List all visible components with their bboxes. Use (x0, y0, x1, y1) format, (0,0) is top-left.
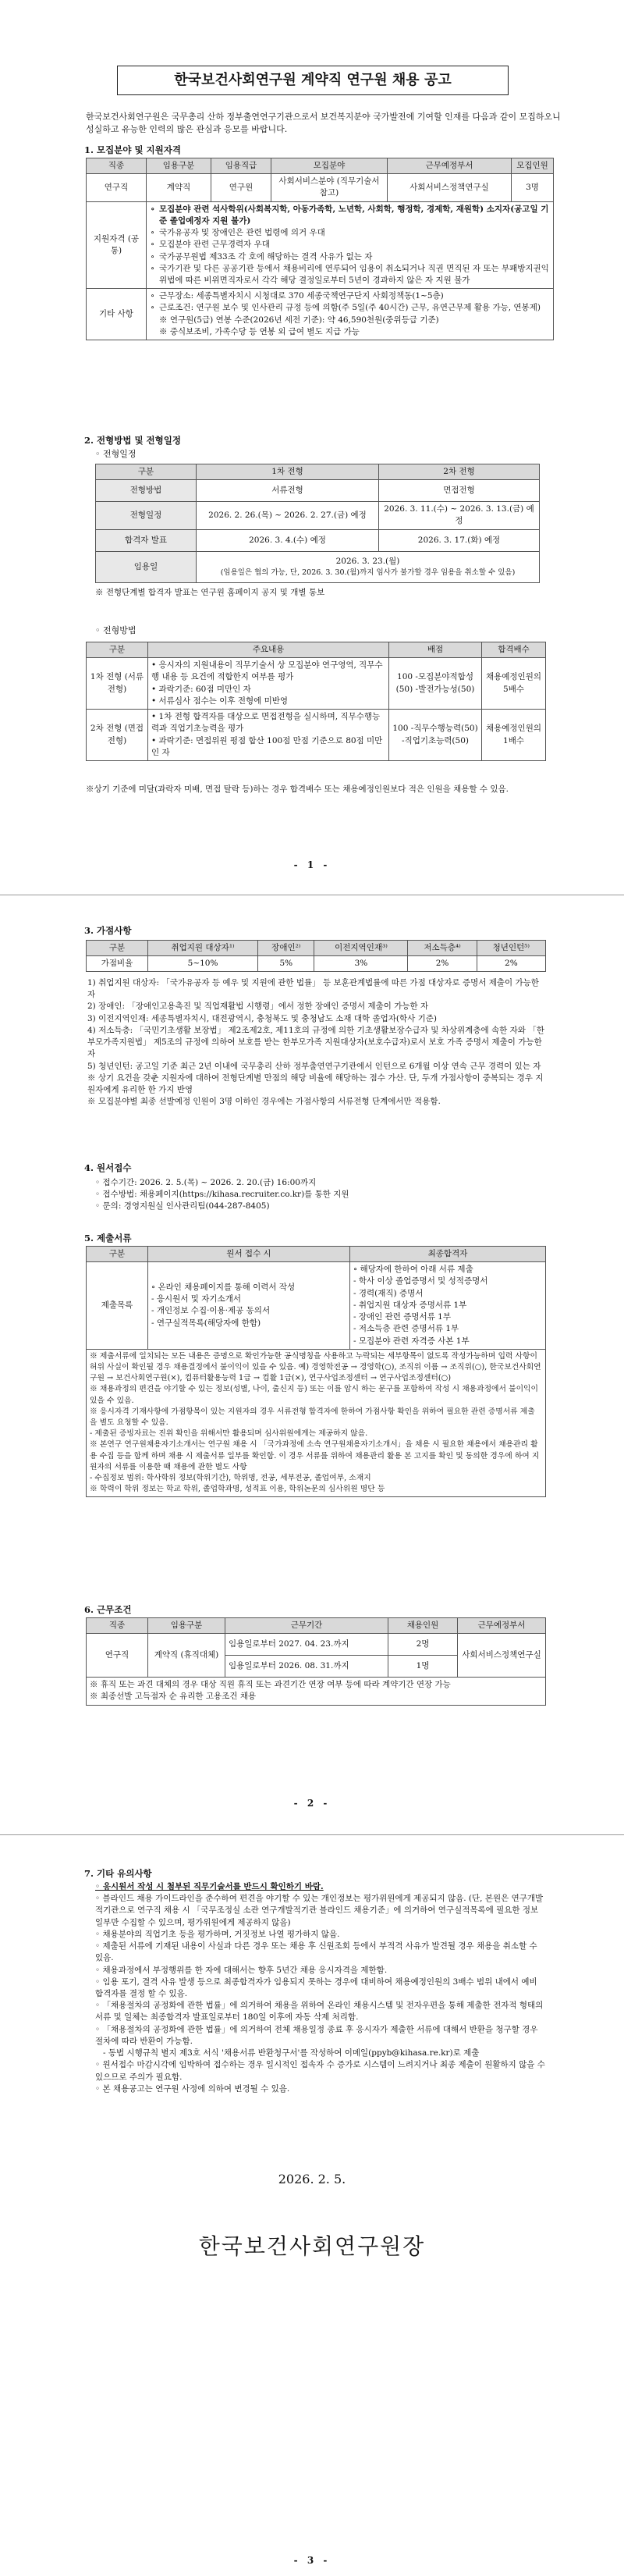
list-item: ◦ 접수기간: 2026. 2. 5.(목) ~ 2026. 2. 20.(금) 16:00까지 (95, 1178, 317, 1187)
col-header: 청년인턴⁵⁾ (477, 941, 545, 956)
table-cell: 사회서비스분야 (직무기술서 참고) (271, 174, 388, 201)
table-cell (148, 658, 389, 710)
etc-list (147, 289, 554, 340)
col-header: 구분 (96, 464, 197, 480)
list-item: - 동법 시행규칙 별지 제3호 서식 '채용서류 반환청구서'를 작성하여 이메일(ppyb@kihasa.re.kr)로 제출 (103, 2048, 480, 2058)
col-header: 임용직급 (211, 158, 271, 174)
list-item: • 서류심사 점수는 이후 전형에 미반영 (151, 696, 289, 706)
list-item: ∘ 모집분야 관련 석사학위(사회복지학, 아동가족학, 노년학, 사회학, 행정학, 경제학, 재원학) 소지자(공고일 기준 졸업예정자 지원 불가) (159, 204, 550, 227)
list-item: - 수집정보 범위: 학사학위 정보(학위기간), 학위명, 전공, 세부전공, 졸업여부, 소재지 (90, 1473, 371, 1482)
list-item: ◦ 「채용절차의 공정화에 관한 법률」에 의거하여 전체 채용일정 종료 후 응시자가 제출한 서류에 대해서 반환을 청구할 경우 절차에 따라 반환이 가능함. (95, 2024, 538, 2046)
row-label: 전형방법 (96, 480, 197, 502)
table-cell: 채용예정인원의 1배수 (482, 710, 546, 761)
table-cell: 임용일로부터 2026. 08. 31.까지 (225, 1656, 388, 1678)
col-header: 구분 (87, 941, 148, 956)
list-item: ※ 채용과정의 편견을 야기할 수 있는 정보(성별, 나이, 출신지 등) 또는 이를 암시 하는 문구를 포함하여 작성 시 채용과정에서 불이익이 있을 수 있음. (90, 1385, 538, 1405)
schedule-table (95, 464, 540, 583)
list-item: ※ 학력이 학위 정보는 학교 학위, 졸업학과명, 성적표 이용, 학위논문의 심사위원 명단 등 (90, 1485, 385, 1494)
list-item: ◦ 블라인드 채용 가이드라인을 준수하여 편견을 야기할 수 있는 개인정보는 평가위원에게 제공되지 않음. (단, 본원은 연구개발적기관으로 연구직 채용 시 「국무조정실 소관 연구개발적기관 블라인드 채용기준」에 의거하여 연구실적목록에 필요한 정보 일부만 수집할 수 있으며, 평가위원에게 제공하지 않음) (95, 1894, 544, 1927)
list-item: - 모집분야 관련 자격증 사본 1부 (353, 1336, 470, 1346)
table-cell: 2% (408, 956, 477, 972)
col-header: 합격배수 (482, 642, 546, 658)
table-cell: 2명 (388, 1634, 458, 1656)
schedule-note: ※ 전형단계별 합격자 발표는 연구원 홈페이지 공지 및 개별 통보 (95, 588, 325, 597)
list-item: - 저소득층 관련 증명서류 1부 (353, 1324, 459, 1334)
list-item: ∘ 국가기관 및 다른 공공기관 등에서 채용비리에 연루되어 임용이 취소되거나 직권 면직된 자 또는 부패방지권익위법에 따른 비위면직자로서 각각 해당 결정일로부터 5년이 경과하지 않은 자 지원 불가 (159, 263, 550, 286)
conditions-table (86, 1617, 546, 1706)
table-cell (350, 1262, 546, 1350)
list-item: 3) 이전지역인재: 세종특별자치시, 대전광역시, 충청북도 및 충청남도 소재 대학 졸업자(학사 기준) (87, 1013, 437, 1023)
col-header: 취업지원 대상자¹⁾ (148, 941, 258, 956)
section-2-heading: 2. 전형방법 및 전형일정 (84, 435, 181, 446)
method-table (86, 642, 546, 761)
list-item: • 과락기준: 면접위원 평점 합산 100점 만점 기준으로 80점 미만인 자 (151, 735, 383, 757)
appointment-note: (임용일은 협의 가능, 단, 2026. 3. 30.(월)까지 임사가 불가할 경우 임용을 취소할 수 있음) (220, 568, 516, 577)
list-item: ∘ 근무장소: 세종특별자치시 시청대로 370 세종국책연구단지 사회정책동(1~5층) (159, 290, 550, 302)
list-item: 5) 청년인턴: 공고일 기준 최근 2년 이내에 국무총리 산하 정부출연연구기관에서 인턴으로 6개월 이상 연속 근무 경력이 있는 자 (87, 1061, 541, 1071)
page-number: - 1 - (293, 859, 331, 870)
list-item: - 개인정보 수집·이용·제공 동의서 (151, 1306, 271, 1316)
row-label: 가점비율 (87, 956, 148, 972)
col-header: 원서 접수 시 (148, 1247, 350, 1262)
list-item: ∘ 온라인 채용페이지를 통해 이력서 작성 (151, 1283, 296, 1293)
list-item: - 제출된 증빙자료는 진위 확인을 위해서만 활용되며 심사위원에게는 제공하지 않음. (90, 1429, 368, 1439)
notice-list (95, 1881, 548, 2095)
bonus-table (86, 940, 546, 972)
section-6-heading: 6. 근무조건 (84, 1604, 132, 1615)
col-header: 최종합격자 (350, 1247, 546, 1262)
table-cell: 3% (314, 956, 408, 972)
recruit-table (86, 158, 554, 340)
list-item: ◦ 응시원서 작성 시 첨부된 직무기술서를 반드시 확인하기 바람. (95, 1882, 324, 1891)
section-1-heading: 1. 모집분야 및 지원자격 (84, 144, 181, 155)
application-info (95, 1177, 349, 1213)
list-item: ※ 제출서류에 일치되는 모든 내용은 증명으로 확인가능한 공식명칭을 사용하고 누락되는 세부항목이 없도록 작성가능하며 입력 사항이 허위 사실이 확인될 경우 채용결정에서 불이익이 있을 수 있음. 예) 경영학전공 → 경영학(○), 조직위 이름 → 조직위(○), 한국보건사회연구원 → 보건사회연구원(×), 컴퓨터활용능력 1급 → 컴활 1급(×), 연구사업조정센터 → 연구사업조정센터(○) (90, 1351, 541, 1383)
col-header: 2차 전형 (379, 464, 540, 480)
col-header: 임용구분 (148, 1618, 225, 1634)
list-item: ◦ 채용과정에서 부정행위를 한 자에 대해서는 향후 5년간 채용 응시자격을 제한함. (95, 1965, 388, 1975)
list-item: ◦ 접수방법: 채용페이지(https://kihasa.recruiter.co.kr)를 통한 지원 (95, 1190, 349, 1200)
list-item: ※ 본연구 연구원채용자기소개서는 연구원 채용 시 「국가과정에 소속 연구원채용자기소개서」을 채용 시 필요한 채용에서 채용관리 활용 수집 등을 함께 하며 채용 시 제출서류 일부를 확인함. 이 경우 서류를 위하여 채용관리 활용 본 고지를 확인 및 동의한 경우에 하여 지원자의 서류를 이용한 때 채용에 관한 별도 사항 (90, 1440, 540, 1471)
table-cell: 서류전형 (197, 480, 379, 502)
table-cell: 5~10% (148, 956, 258, 972)
list-item: 4) 저소득층: 「국민기초생활 보장법」 제2조제2호, 제11호의 규정에 의한 기초생활보장수급자 및 차상위계층에 속한 자와 「한부모가족지원법」 제5조의 규정에 의하여 보호를 받는 한부모가족 지원대상자(보호수급자)로서 보호 가족 증명서 제출이 가능한 자 (87, 1025, 544, 1059)
col-header: 구분 (87, 1247, 148, 1262)
row-label: 1차 전형 (서류전형) (87, 658, 148, 710)
section-3-heading: 3. 가점사항 (84, 925, 132, 936)
col-header: 모집인원 (512, 158, 554, 174)
col-header: 모집분야 (271, 158, 388, 174)
list-item: ∘ 해당자에 한하여 아래 서류 제출 (353, 1265, 473, 1275)
row-label: 2차 전형 (면접전형) (87, 710, 148, 761)
list-item: - 장애인 관련 증명서류 1부 (353, 1312, 452, 1322)
section-5-heading: 5. 제출서류 (84, 1233, 132, 1244)
schedule-subheading: ◦ 전형일정 (95, 449, 136, 459)
col-header: 근무예정부서 (458, 1618, 546, 1634)
col-header: 이전지역인재³⁾ (314, 941, 408, 956)
list-item: ∘ 국가유공자 및 장애인은 관련 법령에 의거 우대 (159, 227, 550, 239)
col-header: 구분 (87, 642, 148, 658)
col-header: 근무기간 (225, 1618, 388, 1634)
row-label: 임용일 (96, 551, 197, 582)
table-cell: 5% (258, 956, 314, 972)
list-item: - 학사 이상 졸업증명서 및 성적증명서 (353, 1276, 488, 1286)
list-item: ∘ 근로조건: 연구원 보수 및 인사관리 규정 등에 의함(주 5일(주 40시간) 근무, 유연근무제 활용 가능, 연봉제) (159, 302, 550, 314)
list-item: - 응시원서 및 자기소개서 (151, 1294, 241, 1304)
list-item: 2) 장애인: 「장애인고용촉진 및 직업재활법 시행령」에서 정한 장애인 증명서 제출이 가능한 자 (87, 1002, 429, 1012)
list-item: ◦ 문의: 경영지원실 인사관리팀(044-287-8405) (95, 1201, 270, 1212)
table-cell: 연구원 (211, 174, 271, 201)
list-item: ◦ 「채용절차의 공정화에 관한 법률」에 의거하여 채용을 위하여 온라인 채용시스템 및 전자우편을 통해 제출한 전자적 형태의 서류 및 일체는 최종합격자 발표일로부터 180일 이후에 자동 삭제 처리함. (95, 2001, 544, 2023)
row-label: 합격자 발표 (96, 529, 197, 551)
method-note: ※상기 기준에 미달(과락자 미배, 면접 탈락 등)하는 경우 합격배수 또는 채용예정인원보다 적은 인원을 채용할 수 있음. (86, 785, 509, 794)
list-item: - 연구실적목록(해당자에 한함) (151, 1318, 261, 1328)
col-header: 저소득층⁴⁾ (408, 941, 477, 956)
row-label: 제출목록 (87, 1262, 148, 1350)
col-header: 채용인원 (388, 1618, 458, 1634)
method-subheading: ◦ 전형방법 (95, 625, 136, 635)
table-cell: 2026. 2. 26.(목) ~ 2026. 2. 27.(금) 예정 (197, 502, 379, 529)
section-7-heading: 7. 기타 유의사항 (84, 1868, 152, 1879)
list-item: • 1차 전형 합격자를 대상으로 면접전형을 실시하며, 직무수행능력과 직업기초능력을 평가 (151, 712, 381, 734)
list-item: • 응시자의 지원내용이 직무기술서 상 모집분야 연구영역, 직무수행 내용 등 요건에 적합한지 여부를 평가 (151, 660, 383, 682)
col-header: 직종 (87, 1618, 148, 1634)
list-item: ※ 모집분야별 최종 선발예정 인원이 3명 이하인 경우에는 가점사항의 서류전형 단계에서만 적용함. (87, 1097, 441, 1107)
institution-signature: 한국보건사회연구원장 (198, 2233, 426, 2259)
documents-notes (87, 1349, 546, 1497)
list-item: ※ 상기 요건을 갖춘 지원자에 대하여 전형단계별 만점의 해당 비율에 해당하는 점수 가산. 단, 두개 가점사항이 중복되는 경우 지원자에게 유리한 한 가지 반영 (87, 1073, 544, 1094)
table-cell: 연구직 (87, 174, 147, 201)
table-cell: 계약직 (휴직대체) (148, 1634, 225, 1678)
table-cell: 2026. 3. 11.(수) ~ 2026. 3. 13.(금) 예정 (379, 502, 540, 529)
table-cell: 채용예정인원의 5배수 (482, 658, 546, 710)
conditions-notes (87, 1678, 546, 1705)
table-cell: 연구직 (87, 1634, 148, 1678)
list-item: 1) 취업지원 대상자: 「국가유공자 등 예우 및 지원에 관한 법률」 등 보훈관계법률에 따른 가점 대상자로 증명서 제출이 가능한자 (87, 978, 539, 1000)
page-number: - 3 - (293, 2555, 331, 2566)
table-cell: 2026. 3. 17.(화) 예정 (379, 529, 540, 551)
list-item: ※ 휴직 또는 과견 대체의 경우 대상 직원 휴직 또는 과견기간 연장 여부 등에 따라 계약기간 연장 가능 (90, 1680, 451, 1690)
list-item: ◦ 본 채용공고는 연구원 사정에 의하여 변경될 수 있음. (95, 2083, 290, 2094)
table-cell: 사회서비스정책연구실 (388, 174, 512, 201)
list-item: ∘ 국가공무원법 제33조 각 호에 해당하는 결격 사유가 없는 자 (159, 251, 550, 263)
qualification-list (147, 201, 554, 289)
list-item: - 취업지원 대상자 증명서류 1부 (353, 1300, 467, 1310)
appointment-cell (197, 551, 540, 582)
row-label: 전형일정 (96, 502, 197, 529)
table-cell (148, 710, 389, 761)
list-item: ◦ 임용 포기, 결격 사유 발생 등으로 최종합격자가 임용되지 못하는 경우에 대비하여 채용예정인원의 3배수 범위 내에서 예비 합격자를 결정 할 수 있음. (95, 1976, 537, 1998)
table-cell: 100 -모집분야적합성(50) -발전가능성(50) (389, 658, 482, 710)
table-cell: 3명 (512, 174, 554, 201)
qualification-label: 지원자격 (공통) (87, 201, 147, 289)
appointment-date: 2026. 3. 23.(월) (335, 556, 400, 566)
bonus-notes (87, 977, 546, 1108)
table-cell: 2% (477, 956, 545, 972)
col-header: 근무예정부서 (388, 158, 512, 174)
table-cell: 100 -직무수행능력(50) -직업기초능력(50) (389, 710, 482, 761)
table-cell: 면접전형 (379, 480, 540, 502)
col-header: 1차 전형 (197, 464, 379, 480)
page-divider (0, 1834, 624, 1835)
table-cell: 사회서비스정책연구실 (458, 1634, 546, 1678)
list-item: ◦ 제출된 서류에 기재된 내용이 사실과 다른 경우 또는 채용 후 신원조회 등에서 부적격 사유가 발견될 경우 채용을 취소할 수 있음. (95, 1941, 537, 1963)
table-cell: 임용일로부터 2027. 04. 23.까지 (225, 1634, 388, 1656)
list-item: ◦ 원서접수 마감시각에 임박하여 접수하는 경우 일시적인 접속자 수 증가로 시스템이 느려지거나 최종 제출이 원활하지 않을 수 있으므로 주의가 필요함. (95, 2060, 545, 2082)
allowance-note: ※ 중식보조비, 가족수당 등 연봉 외 급여 별도 지급 가능 (159, 326, 360, 336)
list-item: ◦ 채용분야의 직업기초 등을 평가하며, 거짓정보 나열 평가하지 않음. (95, 1929, 340, 1939)
notice-title: 한국보건사회연구원 계약직 연구원 채용 공고 (117, 66, 509, 95)
col-header: 직종 (87, 158, 147, 174)
list-item: - 경력(재직) 증명서 (353, 1288, 424, 1298)
table-cell: 2026. 3. 4.(수) 예정 (197, 529, 379, 551)
col-header: 주요내용 (148, 642, 389, 658)
page-number: - 2 - (293, 1798, 331, 1809)
list-item: ∘ 모집분야 관련 근무경력자 우대 (159, 239, 550, 251)
list-item: • 과락기준: 60점 미만인 자 (151, 684, 251, 694)
col-header: 장애인²⁾ (258, 941, 314, 956)
table-cell: 계약직 (147, 174, 211, 201)
col-header: 배점 (389, 642, 482, 658)
table-cell (148, 1262, 350, 1350)
col-header: 임용구분 (147, 158, 211, 174)
table-cell: 1명 (388, 1656, 458, 1678)
notice-date: 2026. 2. 5. (278, 2172, 346, 2186)
list-item: ※ 최종선발 고득점자 순 유리한 고용조건 채용 (90, 1692, 257, 1702)
documents-table (86, 1246, 546, 1497)
salary-note: ※ 연구원(5급) 연봉 수준(2026년 세전 기준): 약 46,590천원(중위등급 기준) (159, 315, 439, 325)
list-item: ※ 응시자격 기재사항에 가점항목이 있는 지원자의 경우 서류전형 합격자에 한하여 가점사항 확인을 위하여 필요한 관련 증명서류 제출을 별도 요청할 수 있음. (90, 1407, 535, 1427)
etc-label: 기타 사항 (87, 289, 147, 340)
intro-text: 한국보건사회연구원은 국무총리 산하 정부출연연구기관으로서 보건복지분야 국가발전에 기여할 인재를 다음과 같이 모집하오니 성실하고 유능한 인력의 많은 관심과 응모를 바랍니다. (86, 112, 561, 134)
section-4-heading: 4. 원서접수 (84, 1162, 132, 1173)
